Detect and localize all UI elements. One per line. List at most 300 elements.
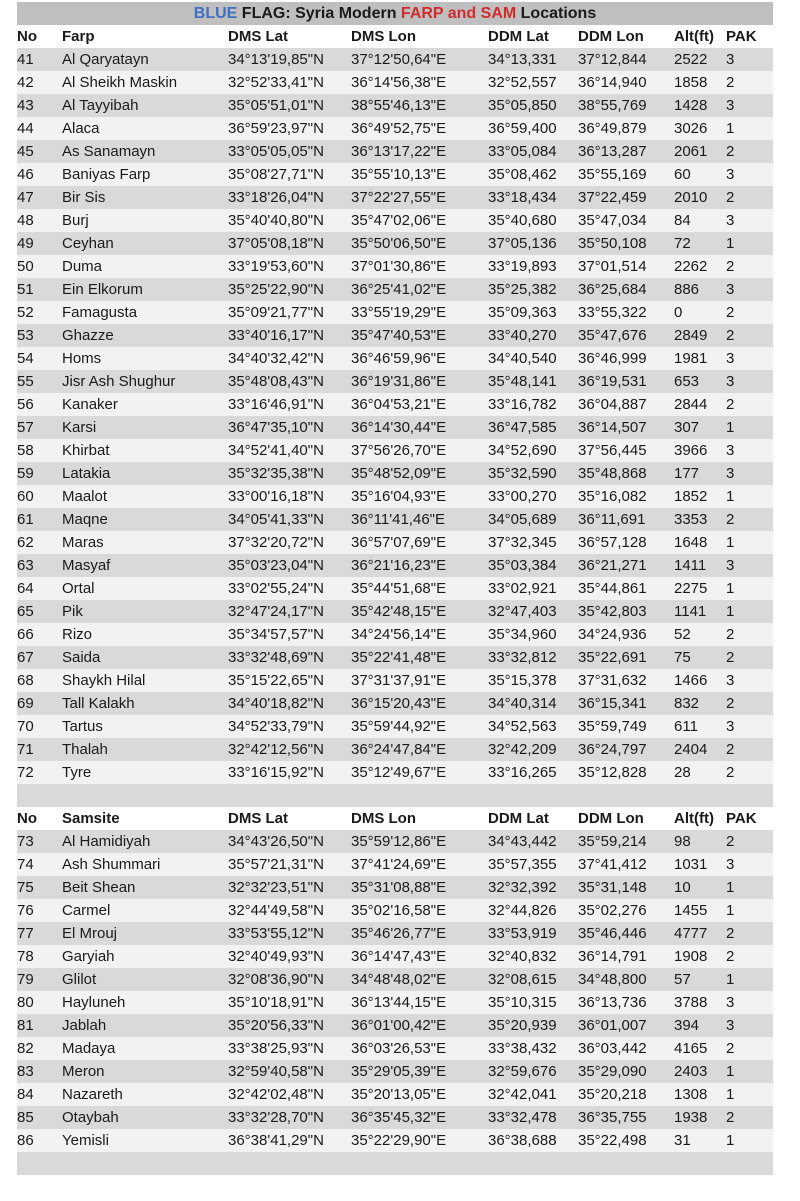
cell-ddm-lon: 35°55,169 [578,166,647,183]
cell-alt: 394 [674,1017,700,1034]
cell-dms-lon: 36°15'20,43"E [351,695,447,712]
cell-dms-lon: 37°01'30,86"E [351,258,447,275]
cell-no: 74 [17,856,34,873]
cell-ddm-lon: 36°04,887 [578,396,647,413]
cell-dms-lon: 37°41'24,69"E [351,856,447,873]
cell-no: 84 [17,1086,34,1103]
cell-ddm-lon: 36°14,507 [578,419,647,436]
cell-no: 71 [17,741,34,758]
cell-ddm-lat: 36°47,585 [488,419,557,436]
cell-ddm-lat: 36°38,688 [488,1132,557,1149]
cell-pak: 1 [726,534,735,551]
cell-dms-lat: 36°38'41,29"N [228,1132,324,1149]
cell-name: Ghazze [62,327,114,344]
table-row [17,922,773,945]
table-row [17,278,773,301]
cell-pak: 3 [726,373,735,390]
cell-ddm-lat: 33°32,478 [488,1109,557,1126]
cell-dms-lat: 35°20'56,33"N [228,1017,324,1034]
cell-dms-lon: 36°49'52,75"E [351,120,447,137]
cell-ddm-lat: 33°38,432 [488,1040,557,1057]
cell-name: Maalot [62,488,108,505]
cell-ddm-lat: 33°02,921 [488,580,557,597]
cell-name: Karsi [62,419,97,436]
cell-dms-lon: 37°22'27,55"E [351,189,447,206]
cell-no: 59 [17,465,34,482]
cell-alt: 3788 [674,994,708,1011]
cell-dms-lat: 32°08'36,90"N [228,971,324,988]
cell-dms-lat: 34°13'19,85"N [228,51,324,68]
cell-alt: 2849 [674,327,708,344]
cell-dms-lat: 35°48'08,43"N [228,373,324,390]
cell-pak: 2 [726,925,735,942]
cell-dms-lat: 33°05'05,05"N [228,143,324,160]
cell-ddm-lat: 32°44,826 [488,902,557,919]
table-row [17,554,773,577]
table-row [17,1129,773,1152]
cell-ddm-lon: 35°22,691 [578,649,647,666]
table-row [17,255,773,278]
cell-pak: 2 [726,649,735,666]
cell-ddm-lat: 33°18,434 [488,189,557,206]
cell-pak: 2 [726,396,735,413]
cell-dms-lon: 36°11'41,46"E [351,511,445,528]
cell-alt: 832 [674,695,700,712]
cell-dms-lat: 34°40'32,42"N [228,350,324,367]
cell-ddm-lat: 32°47,403 [488,603,557,620]
title-segment: FARP and SAM [400,5,517,22]
cell-dms-lat: 35°25'22,90"N [228,281,324,298]
cell-name: Kanaker [62,396,118,413]
cell-alt: 653 [674,373,700,390]
cell-ddm-lat: 33°16,265 [488,764,557,781]
cell-name: Al Hamidiyah [62,833,151,850]
cell-dms-lon: 35°16'04,93"E [351,488,447,505]
cell-name: Glilot [62,971,97,988]
cell-ddm-lon: 34°24,936 [578,626,647,643]
table-row [17,71,773,94]
table-row [17,577,773,600]
cell-dms-lon: 36°14'56,38"E [351,74,447,91]
cell-ddm-lat: 35°20,939 [488,1017,557,1034]
cell-pak: 1 [726,120,735,137]
cell-alt: 1411 [674,557,707,574]
column-header-pak: PAK [726,810,757,827]
cell-dms-lon: 35°44'51,68"E [351,580,447,597]
cell-ddm-lat: 35°57,355 [488,856,557,873]
cell-dms-lat: 33°00'16,18"N [228,488,324,505]
cell-dms-lat: 32°59'40,58"N [228,1063,324,1080]
column-header-pak: PAK [726,28,757,45]
cell-pak: 2 [726,695,735,712]
cell-ddm-lat: 36°59,400 [488,120,557,137]
cell-no: 48 [17,212,34,229]
column-header-dms-lon: DMS Lon [351,810,416,827]
cell-name: Al Tayyibah [62,97,139,114]
sam-table [17,807,773,1152]
cell-ddm-lon: 36°15,341 [578,695,647,712]
table-row [17,324,773,347]
cell-dms-lon: 36°13'17,22"E [351,143,447,160]
cell-no: 86 [17,1132,34,1149]
table-row [17,301,773,324]
table-row [17,715,773,738]
table-row [17,508,773,531]
cell-name: Thalah [62,741,108,758]
cell-dms-lat: 36°47'35,10"N [228,419,324,436]
cell-no: 52 [17,304,34,321]
cell-dms-lon: 35°48'52,09"E [351,465,447,482]
cell-ddm-lat: 33°53,919 [488,925,557,942]
table-row [17,48,773,71]
column-header-ddm-lat: DDM Lat [488,810,549,827]
cell-no: 72 [17,764,34,781]
cell-name: Homs [62,350,102,367]
cell-name: Maras [62,534,104,551]
cell-no: 56 [17,396,34,413]
cell-ddm-lon: 35°48,868 [578,465,647,482]
cell-name: Yemisli [62,1132,109,1149]
cell-ddm-lon: 35°59,749 [578,718,647,735]
table-row [17,439,773,462]
cell-no: 76 [17,902,34,919]
cell-ddm-lon: 35°47,034 [578,212,647,229]
cell-ddm-lon: 36°19,531 [578,373,647,390]
cell-alt: 57 [674,971,691,988]
cell-no: 63 [17,557,34,574]
table-row [17,738,773,761]
cell-no: 78 [17,948,34,965]
cell-dms-lon: 36°24'47,84"E [351,741,447,758]
cell-ddm-lat: 33°05,084 [488,143,557,160]
cell-ddm-lat: 32°42,041 [488,1086,557,1103]
cell-ddm-lat: 33°16,782 [488,396,557,413]
cell-name: Masyaf [62,557,111,574]
cell-alt: 2404 [674,741,708,758]
cell-no: 51 [17,281,34,298]
cell-ddm-lon: 35°59,214 [578,833,647,850]
cell-ddm-lon: 36°14,940 [578,74,647,91]
cell-ddm-lon: 35°46,446 [578,925,647,942]
cell-ddm-lat: 35°25,382 [488,281,557,298]
cell-pak: 3 [726,166,735,183]
cell-name: Tartus [62,718,103,735]
cell-no: 50 [17,258,34,275]
table-row [17,1106,773,1129]
cell-pak: 3 [726,465,735,482]
cell-name: Baniyas Farp [62,166,151,183]
cell-name: Beit Shean [62,879,136,896]
cell-ddm-lat: 35°32,590 [488,465,557,482]
cell-alt: 1466 [674,672,708,689]
cell-pak: 1 [726,1132,735,1149]
cell-no: 64 [17,580,34,597]
cell-name: Madaya [62,1040,116,1057]
table-row [17,462,773,485]
cell-dms-lon: 35°42'48,15"E [351,603,447,620]
cell-pak: 3 [726,718,735,735]
cell-name: Pik [62,603,83,620]
cell-pak: 2 [726,143,735,160]
cell-ddm-lon: 35°42,803 [578,603,647,620]
cell-ddm-lon: 35°20,218 [578,1086,647,1103]
cell-no: 61 [17,511,34,528]
cell-dms-lat: 35°32'35,38"N [228,465,324,482]
table-row [17,209,773,232]
cell-ddm-lat: 34°43,442 [488,833,557,850]
cell-alt: 611 [674,718,698,735]
table-separator [17,784,773,807]
cell-alt: 1308 [674,1086,708,1103]
cell-dms-lon: 34°24'56,14"E [351,626,447,643]
cell-name: Ash Shummari [62,856,161,873]
cell-no: 65 [17,603,34,620]
cell-no: 55 [17,373,34,390]
table-row [17,1060,773,1083]
cell-no: 81 [17,1017,34,1034]
cell-ddm-lon: 36°24,797 [578,741,647,758]
cell-name: Alaca [62,120,100,137]
cell-no: 54 [17,350,34,367]
cell-ddm-lon: 35°47,676 [578,327,647,344]
cell-dms-lon: 34°48'48,02"E [351,971,447,988]
cell-ddm-lon: 38°55,769 [578,97,647,114]
cell-dms-lat: 35°15'22,65"N [228,672,324,689]
cell-name: Ortal [62,580,95,597]
table-row [17,1083,773,1106]
cell-alt: 2522 [674,51,708,68]
column-header-no: No [17,810,37,827]
cell-dms-lat: 33°40'16,17"N [228,327,324,344]
cell-no: 42 [17,74,34,91]
cell-name: Nazareth [62,1086,123,1103]
cell-alt: 2061 [674,143,708,160]
cell-ddm-lat: 34°40,314 [488,695,557,712]
cell-dms-lat: 35°03'23,04"N [228,557,324,574]
cell-no: 85 [17,1109,34,1126]
cell-no: 47 [17,189,34,206]
cell-ddm-lon: 36°14,791 [578,948,647,965]
cell-pak: 2 [726,764,735,781]
cell-ddm-lon: 37°01,514 [578,258,647,275]
cell-dms-lat: 33°16'15,92"N [228,764,324,781]
cell-no: 44 [17,120,34,137]
cell-no: 79 [17,971,34,988]
cell-ddm-lat: 34°52,563 [488,718,557,735]
cell-dms-lat: 32°44'49,58"N [228,902,324,919]
cell-pak: 3 [726,350,735,367]
cell-alt: 10 [674,879,691,896]
cell-ddm-lon: 35°16,082 [578,488,647,505]
cell-ddm-lat: 34°52,690 [488,442,557,459]
cell-dms-lat: 33°18'26,04"N [228,189,324,206]
cell-ddm-lat: 35°34,960 [488,626,557,643]
cell-dms-lon: 35°55'10,13"E [351,166,447,183]
table-row [17,163,773,186]
cell-dms-lat: 34°52'33,79"N [228,718,324,735]
cell-alt: 1908 [674,948,708,965]
cell-pak: 1 [726,902,735,919]
table-row [17,991,773,1014]
cell-name: Burj [62,212,89,229]
cell-dms-lon: 35°29'05,39"E [351,1063,447,1080]
cell-ddm-lon: 36°46,999 [578,350,647,367]
cell-ddm-lat: 35°03,384 [488,557,557,574]
table-row [17,485,773,508]
cell-pak: 3 [726,51,735,68]
table-row [17,669,773,692]
cell-dms-lon: 36°14'47,43"E [351,948,447,965]
cell-no: 62 [17,534,34,551]
cell-pak: 2 [726,304,735,321]
cell-pak: 3 [726,281,735,298]
cell-dms-lon: 37°12'50,64"E [351,51,447,68]
table-row [17,117,773,140]
cell-name: Ein Elkorum [62,281,143,298]
cell-dms-lon: 35°59'44,92"E [351,718,447,735]
cell-dms-lat: 33°32'28,70"N [228,1109,324,1126]
table-row [17,945,773,968]
cell-ddm-lat: 35°48,141 [488,373,557,390]
cell-dms-lat: 33°02'55,24"N [228,580,324,597]
cell-no: 67 [17,649,34,666]
table-row [17,692,773,715]
cell-pak: 1 [726,1086,735,1103]
cell-alt: 886 [674,281,700,298]
cell-alt: 52 [674,626,691,643]
column-header-dms-lon: DMS Lon [351,28,416,45]
cell-pak: 3 [726,97,735,114]
column-header-dms-lat: DMS Lat [228,28,288,45]
table-row [17,600,773,623]
cell-dms-lon: 35°12'49,67"E [351,764,447,781]
cell-dms-lat: 33°19'53,60"N [228,258,324,275]
cell-alt: 28 [674,764,691,781]
cell-alt: 2010 [674,189,708,206]
table-row [17,94,773,117]
cell-alt: 4165 [674,1040,708,1057]
column-header-alt: Alt(ft) [674,810,714,827]
cell-ddm-lon: 35°50,108 [578,235,647,252]
table-row [17,531,773,554]
cell-ddm-lon: 36°13,736 [578,994,647,1011]
cell-dms-lat: 32°52'33,41"N [228,74,324,91]
table-row [17,876,773,899]
cell-name: Saida [62,649,101,666]
cell-dms-lon: 36°01'00,42"E [351,1017,447,1034]
table-row [17,968,773,991]
cell-alt: 1981 [674,350,708,367]
cell-dms-lat: 32°32'23,51"N [228,879,324,896]
cell-ddm-lon: 35°29,090 [578,1063,647,1080]
cell-no: 43 [17,97,34,114]
cell-dms-lat: 34°43'26,50"N [228,833,324,850]
cell-dms-lat: 34°05'41,33"N [228,511,324,528]
cell-alt: 1852 [674,488,708,505]
cell-no: 46 [17,166,34,183]
cell-name: Al Qaryatayn [62,51,149,68]
cell-dms-lon: 35°50'06,50"E [351,235,447,252]
cell-alt: 1938 [674,1109,708,1126]
cell-dms-lon: 36°13'44,15"E [351,994,447,1011]
cell-ddm-lat: 35°09,363 [488,304,557,321]
cell-dms-lon: 35°20'13,05"E [351,1086,447,1103]
cell-ddm-lat: 35°05,850 [488,97,557,114]
cell-pak: 2 [726,1040,735,1057]
cell-alt: 2275 [674,580,708,597]
cell-alt: 60 [674,166,691,183]
cell-name: Garyiah [62,948,115,965]
cell-name: As Sanamayn [62,143,156,160]
cell-ddm-lon: 35°12,828 [578,764,647,781]
table-row [17,370,773,393]
cell-no: 68 [17,672,34,689]
cell-dms-lon: 35°46'26,77"E [351,925,447,942]
column-header-ddm-lon: DDM Lon [578,810,644,827]
cell-name: Hayluneh [62,994,126,1011]
cell-ddm-lon: 35°31,148 [578,879,647,896]
column-header-name: Farp [62,28,95,45]
cell-ddm-lon: 37°41,412 [578,856,647,873]
cell-dms-lat: 35°05'51,01"N [228,97,324,114]
cell-alt: 3966 [674,442,708,459]
cell-pak: 2 [726,948,735,965]
cell-no: 77 [17,925,34,942]
cell-no: 58 [17,442,34,459]
cell-dms-lon: 36°03'26,53"E [351,1040,447,1057]
cell-no: 41 [17,51,34,68]
cell-pak: 2 [726,741,735,758]
cell-dms-lon: 36°35'45,32"E [351,1109,447,1126]
cell-no: 82 [17,1040,34,1057]
cell-dms-lon: 35°31'08,88"E [351,879,447,896]
cell-ddm-lat: 32°08,615 [488,971,557,988]
cell-no: 75 [17,879,34,896]
cell-no: 53 [17,327,34,344]
table-row [17,623,773,646]
cell-alt: 31 [674,1132,691,1149]
cell-ddm-lat: 32°42,209 [488,741,557,758]
cell-ddm-lat: 37°05,136 [488,235,557,252]
cell-name: Carmel [62,902,111,919]
cell-pak: 1 [726,580,735,597]
table-row [17,347,773,370]
cell-dms-lon: 36°19'31,86"E [351,373,447,390]
cell-pak: 3 [726,856,735,873]
cell-pak: 3 [726,994,735,1011]
cell-dms-lon: 35°47'02,06"E [351,212,447,229]
cell-dms-lon: 36°25'41,02"E [351,281,447,298]
cell-name: Bir Sis [62,189,106,206]
cell-dms-lat: 37°05'08,18"N [228,235,324,252]
cell-dms-lat: 34°52'41,40"N [228,442,324,459]
table-row [17,393,773,416]
table-row [17,761,773,784]
cell-ddm-lon: 36°21,271 [578,557,647,574]
table-row [17,416,773,439]
cell-no: 49 [17,235,34,252]
cell-name: Rizo [62,626,93,643]
cell-ddm-lon: 35°22,498 [578,1132,647,1149]
cell-ddm-lon: 37°31,632 [578,672,647,689]
cell-pak: 3 [726,672,735,689]
cell-alt: 75 [674,649,691,666]
table-row [17,853,773,876]
cell-pak: 3 [726,1017,735,1034]
cell-name: Jablah [62,1017,107,1034]
cell-alt: 1141 [674,603,707,620]
column-header-name: Samsite [62,810,120,827]
